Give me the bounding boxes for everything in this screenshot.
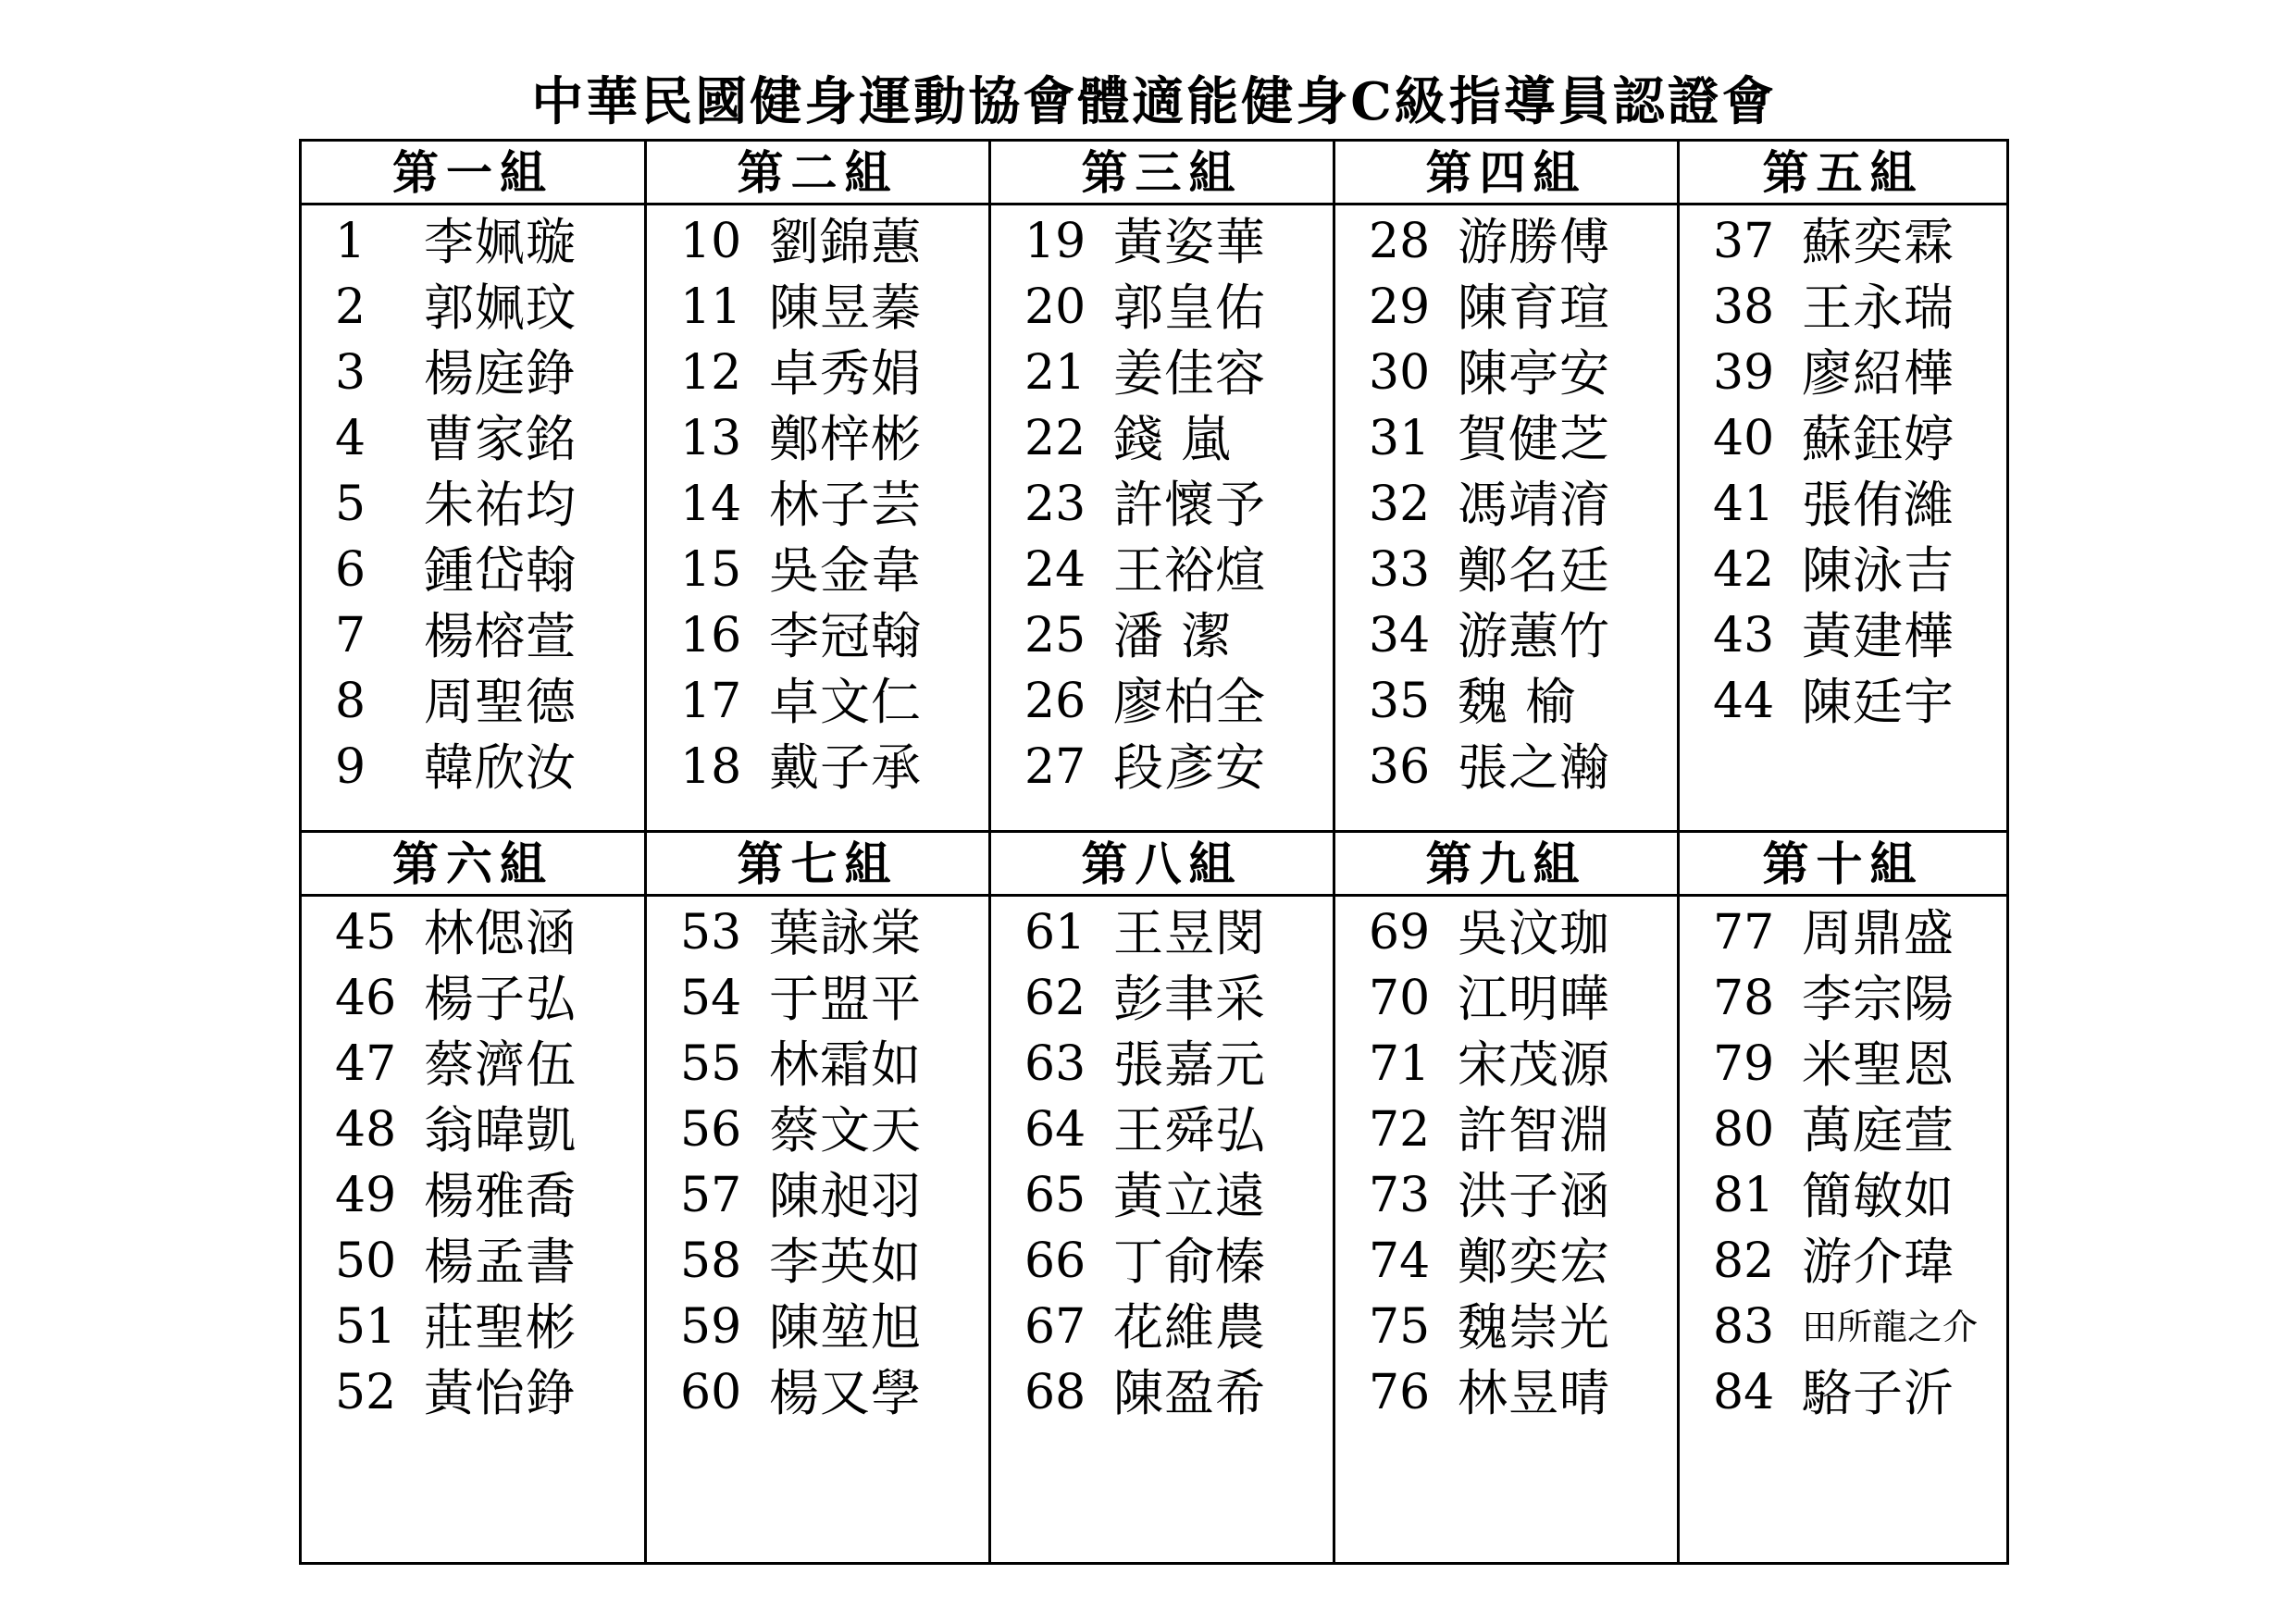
member-row — [302, 735, 644, 800]
member-number: 30 — [1369, 345, 1431, 401]
member-row — [302, 900, 644, 966]
member-list — [647, 897, 988, 1426]
member-row — [647, 538, 988, 603]
member-name: 米聖恩 — [1802, 1035, 1955, 1094]
member-name: 段彥安 — [1113, 738, 1266, 797]
member-row — [1335, 209, 1677, 275]
member-number: 29 — [1369, 279, 1431, 335]
member-row — [1335, 406, 1677, 472]
member-row — [991, 275, 1333, 341]
member-name: 許智淵 — [1458, 1101, 1610, 1159]
member-number: 65 — [1024, 1168, 1086, 1223]
member-name: 卓文仁 — [769, 673, 922, 731]
member-row — [1335, 603, 1677, 669]
member-name: 王昱閔 — [1113, 904, 1266, 962]
member-row — [647, 669, 988, 735]
member-name: 韓欣汝 — [424, 738, 577, 797]
member-name: 陳育瑄 — [1458, 279, 1610, 337]
member-name: 李冠翰 — [769, 607, 922, 665]
member-number: 77 — [1713, 905, 1775, 961]
member-number: 74 — [1369, 1233, 1431, 1289]
member-name: 郭皇佑 — [1113, 279, 1266, 337]
member-row — [991, 1097, 1333, 1163]
member-number: 82 — [1713, 1233, 1775, 1289]
member-name: 李姵璇 — [424, 213, 577, 271]
group-column — [1335, 142, 1680, 830]
member-name: 陳泳吉 — [1802, 541, 1955, 600]
member-number: 67 — [1024, 1299, 1086, 1355]
member-row — [647, 1163, 988, 1229]
member-list — [991, 205, 1333, 800]
member-row — [302, 669, 644, 735]
member-number: 59 — [680, 1299, 742, 1355]
page-title: 中華民國健身運動協會體適能健身C級指導員認證會 — [531, 71, 1777, 132]
member-number: 53 — [680, 905, 742, 961]
member-number: 79 — [1713, 1036, 1775, 1092]
member-row — [1680, 209, 2006, 275]
member-name: 鍾岱翰 — [424, 541, 577, 600]
group-header: 第六組 — [302, 833, 644, 897]
member-row — [991, 341, 1333, 406]
member-number: 54 — [680, 971, 742, 1026]
member-number: 56 — [680, 1102, 742, 1158]
member-row — [1335, 1295, 1677, 1360]
member-row — [1680, 1295, 2006, 1360]
top-section — [302, 142, 2006, 833]
member-row — [991, 406, 1333, 472]
member-number: 42 — [1713, 542, 1775, 598]
member-number: 84 — [1713, 1365, 1775, 1420]
member-name: 楊庭錚 — [424, 344, 577, 403]
member-row — [647, 1229, 988, 1295]
member-row — [302, 1097, 644, 1163]
member-number: 9 — [335, 739, 366, 795]
member-number: 64 — [1024, 1102, 1086, 1158]
member-name: 周鼎盛 — [1802, 904, 1955, 962]
member-number: 49 — [335, 1168, 397, 1223]
member-name: 陳廷宇 — [1802, 673, 1955, 731]
member-number: 55 — [680, 1036, 742, 1092]
member-row — [991, 538, 1333, 603]
member-number: 61 — [1024, 905, 1086, 961]
group-header: 第七組 — [647, 833, 988, 897]
member-row — [1335, 966, 1677, 1032]
member-name: 姜佳容 — [1113, 344, 1266, 403]
member-list — [302, 897, 644, 1426]
group-header: 第三組 — [991, 142, 1333, 205]
member-number: 27 — [1024, 739, 1086, 795]
member-number: 28 — [1369, 214, 1431, 269]
member-name: 李宗陽 — [1802, 970, 1955, 1028]
member-number: 24 — [1024, 542, 1086, 598]
member-name: 萬庭萱 — [1802, 1101, 1955, 1159]
member-row — [991, 735, 1333, 800]
member-row — [1680, 900, 2006, 966]
member-row — [302, 1032, 644, 1097]
member-name: 王裕煊 — [1113, 541, 1266, 600]
member-name: 鄭奕宏 — [1458, 1233, 1610, 1291]
group-column — [302, 833, 647, 1562]
member-name: 李英如 — [769, 1233, 922, 1291]
member-list — [991, 897, 1333, 1426]
member-number: 70 — [1369, 971, 1431, 1026]
member-number: 47 — [335, 1036, 397, 1092]
member-row — [1680, 669, 2006, 735]
member-name: 宋茂源 — [1458, 1035, 1610, 1094]
member-number: 81 — [1713, 1168, 1775, 1223]
member-row — [1680, 1360, 2006, 1426]
member-row — [647, 209, 988, 275]
member-name: 張之瀚 — [1458, 738, 1610, 797]
member-name: 王永瑞 — [1802, 279, 1955, 337]
member-row — [991, 1295, 1333, 1360]
member-number: 20 — [1024, 279, 1086, 335]
member-row — [302, 1163, 644, 1229]
member-row — [302, 1360, 644, 1426]
member-name: 陳堃旭 — [769, 1298, 922, 1357]
member-row — [1335, 735, 1677, 800]
member-row — [302, 209, 644, 275]
member-number: 73 — [1369, 1168, 1431, 1223]
member-number: 45 — [335, 905, 397, 961]
group-header: 第八組 — [991, 833, 1333, 897]
member-number: 58 — [680, 1233, 742, 1289]
member-name: 王舜弘 — [1113, 1101, 1266, 1159]
member-number: 35 — [1369, 674, 1431, 729]
member-row — [302, 603, 644, 669]
member-number: 3 — [335, 345, 366, 401]
member-row — [647, 966, 988, 1032]
member-number: 46 — [335, 971, 397, 1026]
member-number: 63 — [1024, 1036, 1086, 1092]
group-header: 第五組 — [1680, 142, 2006, 205]
member-row — [647, 1360, 988, 1426]
member-number: 44 — [1713, 674, 1775, 729]
member-name: 錢 嵐 — [1113, 410, 1233, 468]
member-name: 洪子涵 — [1458, 1167, 1610, 1225]
member-row — [1335, 669, 1677, 735]
member-row — [1335, 1032, 1677, 1097]
member-row — [647, 406, 988, 472]
member-number: 68 — [1024, 1365, 1086, 1420]
member-name: 郭姵玟 — [424, 279, 577, 337]
member-number: 14 — [680, 477, 742, 532]
member-row — [1335, 538, 1677, 603]
member-name: 卓秀娟 — [769, 344, 922, 403]
member-name: 田所龍之介 — [1802, 1307, 1979, 1347]
member-row — [1335, 1163, 1677, 1229]
member-name: 黃姿華 — [1113, 213, 1266, 271]
member-list — [1680, 205, 2006, 735]
member-row — [647, 603, 988, 669]
member-number: 12 — [680, 345, 742, 401]
member-number: 71 — [1369, 1036, 1431, 1092]
member-row — [647, 472, 988, 538]
member-row — [991, 966, 1333, 1032]
member-number: 16 — [680, 608, 742, 663]
member-row — [1335, 1360, 1677, 1426]
member-row — [1680, 1229, 2006, 1295]
member-row — [302, 1229, 644, 1295]
member-row — [1680, 1032, 2006, 1097]
group-header: 第十組 — [1680, 833, 2006, 897]
member-name: 楊子弘 — [424, 970, 577, 1028]
group-header: 第四組 — [1335, 142, 1677, 205]
member-name: 張侑濰 — [1802, 476, 1955, 534]
member-number: 52 — [335, 1365, 397, 1420]
member-name: 楊榕萱 — [424, 607, 577, 665]
member-number: 75 — [1369, 1299, 1431, 1355]
member-name: 鄭名廷 — [1458, 541, 1610, 600]
member-number: 34 — [1369, 608, 1431, 663]
member-number: 23 — [1024, 477, 1086, 532]
member-row — [991, 1163, 1333, 1229]
member-row — [1680, 275, 2006, 341]
member-number: 72 — [1369, 1102, 1431, 1158]
group-column — [991, 833, 1335, 1562]
member-row — [1335, 472, 1677, 538]
member-name: 馮靖淯 — [1458, 476, 1610, 534]
member-number: 7 — [335, 608, 366, 663]
member-name: 花維農 — [1113, 1298, 1266, 1357]
member-name: 劉錦蕙 — [769, 213, 922, 271]
member-name: 簡敏如 — [1802, 1167, 1955, 1225]
member-name: 蔡文天 — [769, 1101, 922, 1159]
member-number: 15 — [680, 542, 742, 598]
member-name: 賀健芝 — [1458, 410, 1610, 468]
member-number: 76 — [1369, 1365, 1431, 1420]
member-name: 丁俞榛 — [1113, 1233, 1266, 1291]
member-number: 19 — [1024, 214, 1086, 269]
member-number: 51 — [335, 1299, 397, 1355]
member-row — [302, 472, 644, 538]
group-column — [302, 142, 647, 830]
member-name: 陳亭安 — [1458, 344, 1610, 403]
member-row — [991, 1360, 1333, 1426]
member-name: 黃立遠 — [1113, 1167, 1266, 1225]
member-number: 57 — [680, 1168, 742, 1223]
member-row — [647, 341, 988, 406]
member-name: 黃建樺 — [1802, 607, 1955, 665]
member-number: 32 — [1369, 477, 1431, 532]
member-row — [1680, 1097, 2006, 1163]
member-number: 80 — [1713, 1102, 1775, 1158]
member-name: 朱祐均 — [424, 476, 577, 534]
member-row — [991, 603, 1333, 669]
member-row — [302, 966, 644, 1032]
member-number: 41 — [1713, 477, 1775, 532]
roster-table — [299, 139, 2009, 1565]
member-number: 39 — [1713, 345, 1775, 401]
member-number: 50 — [335, 1233, 397, 1289]
member-number: 17 — [680, 674, 742, 729]
member-name: 張嘉元 — [1113, 1035, 1266, 1094]
member-name: 廖柏全 — [1113, 673, 1266, 731]
member-number: 33 — [1369, 542, 1431, 598]
member-name: 吳汶珈 — [1458, 904, 1610, 962]
member-number: 62 — [1024, 971, 1086, 1026]
member-number: 18 — [680, 739, 742, 795]
member-name: 于盟平 — [769, 970, 922, 1028]
member-name: 林霜如 — [769, 1035, 922, 1094]
member-list — [302, 205, 644, 800]
member-name: 魏崇光 — [1458, 1298, 1610, 1357]
member-number: 8 — [335, 674, 366, 729]
member-name: 許懷予 — [1113, 476, 1266, 534]
member-row — [1680, 406, 2006, 472]
member-name: 潘 潔 — [1113, 607, 1233, 665]
member-row — [1335, 900, 1677, 966]
member-number: 2 — [335, 279, 366, 335]
member-name: 林偲涵 — [424, 904, 577, 962]
member-number: 36 — [1369, 739, 1431, 795]
member-name: 楊又學 — [769, 1364, 922, 1422]
member-row — [1335, 1229, 1677, 1295]
member-row — [302, 341, 644, 406]
member-row — [1680, 538, 2006, 603]
member-name: 游介瑋 — [1802, 1233, 1955, 1291]
member-name: 曹家銘 — [424, 410, 577, 468]
member-name: 翁暐凱 — [424, 1101, 577, 1159]
member-number: 11 — [680, 279, 742, 335]
member-name: 林昱晴 — [1458, 1364, 1610, 1422]
member-name: 鄭梓彬 — [769, 410, 922, 468]
member-name: 江明曄 — [1458, 970, 1610, 1028]
group-header: 第一組 — [302, 142, 644, 205]
member-row — [1680, 472, 2006, 538]
member-name: 莊聖彬 — [424, 1298, 577, 1357]
member-name: 駱子沂 — [1802, 1364, 1955, 1422]
member-number: 22 — [1024, 411, 1086, 466]
member-row — [991, 209, 1333, 275]
member-name: 魏 榆 — [1458, 673, 1577, 731]
member-number: 78 — [1713, 971, 1775, 1026]
member-list — [647, 205, 988, 800]
member-name: 游勝傅 — [1458, 213, 1610, 271]
member-list — [1680, 897, 2006, 1426]
bottom-section — [302, 833, 2006, 1562]
member-number: 66 — [1024, 1233, 1086, 1289]
group-header: 第二組 — [647, 142, 988, 205]
member-list — [1335, 205, 1677, 800]
member-number: 5 — [335, 477, 366, 532]
member-name: 楊孟書 — [424, 1233, 577, 1291]
member-name: 游蕙竹 — [1458, 607, 1610, 665]
member-number: 48 — [335, 1102, 397, 1158]
member-row — [302, 275, 644, 341]
member-number: 21 — [1024, 345, 1086, 401]
member-name: 蘇奕霖 — [1802, 213, 1955, 271]
member-number: 10 — [680, 214, 742, 269]
member-number: 26 — [1024, 674, 1086, 729]
member-row — [991, 900, 1333, 966]
member-name: 蘇鈺婷 — [1802, 410, 1955, 468]
member-number: 37 — [1713, 214, 1775, 269]
member-number: 13 — [680, 411, 742, 466]
member-number: 43 — [1713, 608, 1775, 663]
member-row — [302, 406, 644, 472]
member-name: 陳盈希 — [1113, 1364, 1266, 1422]
member-number: 69 — [1369, 905, 1431, 961]
member-number: 4 — [335, 411, 366, 466]
member-name: 葉詠棠 — [769, 904, 922, 962]
member-row — [1680, 603, 2006, 669]
member-row — [1335, 341, 1677, 406]
group-column — [1335, 833, 1680, 1562]
member-row — [647, 1097, 988, 1163]
member-name: 蔡濟伍 — [424, 1035, 577, 1094]
member-row — [991, 669, 1333, 735]
member-name: 楊雅喬 — [424, 1167, 577, 1225]
group-column — [1680, 833, 2006, 1562]
group-column — [647, 142, 991, 830]
member-row — [647, 735, 988, 800]
member-number: 83 — [1713, 1299, 1775, 1355]
member-number: 60 — [680, 1365, 742, 1420]
member-row — [647, 275, 988, 341]
member-number: 40 — [1713, 411, 1775, 466]
member-name: 林子芸 — [769, 476, 922, 534]
member-row — [647, 1032, 988, 1097]
member-row — [647, 900, 988, 966]
member-number: 1 — [335, 214, 366, 269]
member-row — [991, 1229, 1333, 1295]
group-column — [647, 833, 991, 1562]
member-row — [302, 538, 644, 603]
member-row — [1680, 1163, 2006, 1229]
group-column — [991, 142, 1335, 830]
member-row — [302, 1295, 644, 1360]
member-name: 周聖德 — [424, 673, 577, 731]
member-name: 吳金韋 — [769, 541, 922, 600]
member-list — [1335, 897, 1677, 1426]
member-row — [991, 1032, 1333, 1097]
member-name: 廖紹樺 — [1802, 344, 1955, 403]
member-name: 彭聿采 — [1113, 970, 1266, 1028]
member-name: 陳昶羽 — [769, 1167, 922, 1225]
member-number: 25 — [1024, 608, 1086, 663]
member-name: 黃怡錚 — [424, 1364, 577, 1422]
member-row — [1335, 275, 1677, 341]
group-column — [1680, 142, 2006, 830]
member-row — [991, 472, 1333, 538]
member-name: 戴子承 — [769, 738, 922, 797]
member-row — [647, 1295, 988, 1360]
member-number: 38 — [1713, 279, 1775, 335]
member-number: 6 — [335, 542, 366, 598]
member-row — [1335, 1097, 1677, 1163]
group-header: 第九組 — [1335, 833, 1677, 897]
member-number: 31 — [1369, 411, 1431, 466]
member-name: 陳昱蓁 — [769, 279, 922, 337]
member-row — [1680, 966, 2006, 1032]
member-row — [1680, 341, 2006, 406]
